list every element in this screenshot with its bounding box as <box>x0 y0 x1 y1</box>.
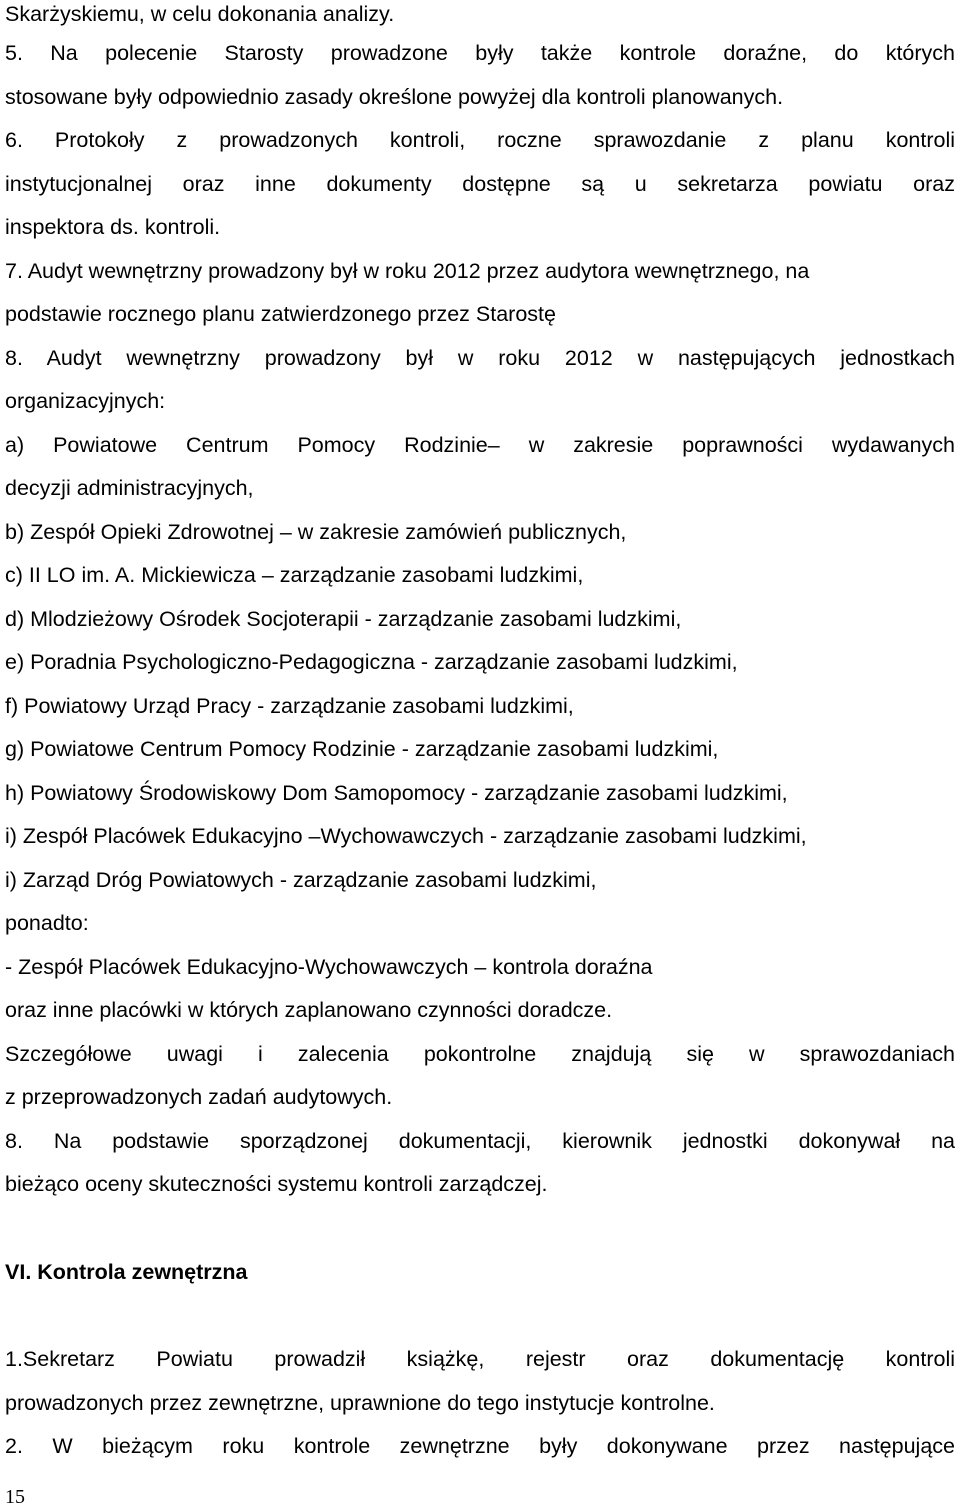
text-line: inspektora ds. kontroli. <box>5 215 221 239</box>
page-number: 15 <box>5 1486 25 1508</box>
text-line: e) Poradnia Psychologiczno-Pedagogiczna - zarządzanie zasobami ludzkimi, <box>5 650 738 674</box>
text-line: 1.Sekretarz Powiatu prowadził książkę, rejestr oraz dokumentację kontroli <box>5 1347 955 1371</box>
text-line: 8. Na podstawie sporządzonej dokumentacji, kierownik jednostki dokonywał na <box>5 1129 955 1153</box>
section-heading: VI. Kontrola zewnętrzna <box>5 1260 248 1284</box>
text-line: Skarżyskiemu, w celu dokonania analizy. <box>5 2 395 26</box>
text-line: 2. W bieżącym roku kontrole zewnętrzne były dokonywane przez następujące <box>5 1434 955 1458</box>
text-line: Szczegółowe uwagi i zalecenia pokontrolne znajdują się w sprawozdaniach <box>5 1042 955 1066</box>
text-line: - Zespół Placówek Edukacyjno-Wychowawczych – kontrola doraźna <box>5 955 653 979</box>
text-line: 7. Audyt wewnętrzny prowadzony był w roku 2012 przez audytora wewnętrznego, na <box>5 259 810 283</box>
text-line: z przeprowadzonych zadań audytowych. <box>5 1085 393 1109</box>
text-line: stosowane były odpowiednio zasady określone powyżej dla kontroli planowanych. <box>5 85 784 109</box>
text-line: oraz inne placówki w których zaplanowano czynności doradcze. <box>5 998 613 1022</box>
text-line: podstawie rocznego planu zatwierdzonego przez Starostę <box>5 302 556 326</box>
text-line: d) Mlodzieżowy Ośrodek Socjoterapii - zarządzanie zasobami ludzkimi, <box>5 607 682 631</box>
text-line: a) Powiatowe Centrum Pomocy Rodzinie– w zakresie poprawności wydawanych <box>5 433 955 457</box>
text-line: ponadto: <box>5 911 89 935</box>
text-line: c) II LO im. A. Mickiewicza – zarządzanie zasobami ludzkimi, <box>5 563 584 587</box>
text-line: b) Zespół Opieki Zdrowotnej – w zakresie zamówień publicznych, <box>5 520 627 544</box>
text-line: h) Powiatowy Środowiskowy Dom Samopomocy - zarządzanie zasobami ludzkimi, <box>5 781 788 805</box>
text-line: 8. Audyt wewnętrzny prowadzony był w roku 2012 w następujących jednostkach <box>5 346 955 370</box>
text-line: f) Powiatowy Urząd Pracy - zarządzanie zasobami ludzkimi, <box>5 694 574 718</box>
text-line: 6. Protokoły z prowadzonych kontroli, roczne sprawozdanie z planu kontroli <box>5 128 955 152</box>
text-line: i) Zespół Placówek Edukacyjno –Wychowawczych - zarządzanie zasobami ludzkimi, <box>5 824 807 848</box>
text-line: organizacyjnych: <box>5 389 166 413</box>
text-line: prowadzonych przez zewnętrzne, uprawnione do tego instytucje kontrolne. <box>5 1391 715 1415</box>
text-line: instytucjonalnej oraz inne dokumenty dostępne są u sekretarza powiatu oraz <box>5 172 955 196</box>
text-line: bieżąco oceny skuteczności systemu kontroli zarządczej. <box>5 1172 548 1196</box>
text-line: 5. Na polecenie Starosty prowadzone były także kontrole doraźne, do których <box>5 41 955 65</box>
text-line: i) Zarząd Dróg Powiatowych - zarządzanie zasobami ludzkimi, <box>5 868 597 892</box>
text-line: g) Powiatowe Centrum Pomocy Rodzinie - zarządzanie zasobami ludzkimi, <box>5 737 719 761</box>
text-line: decyzji administracyjnych, <box>5 476 254 500</box>
